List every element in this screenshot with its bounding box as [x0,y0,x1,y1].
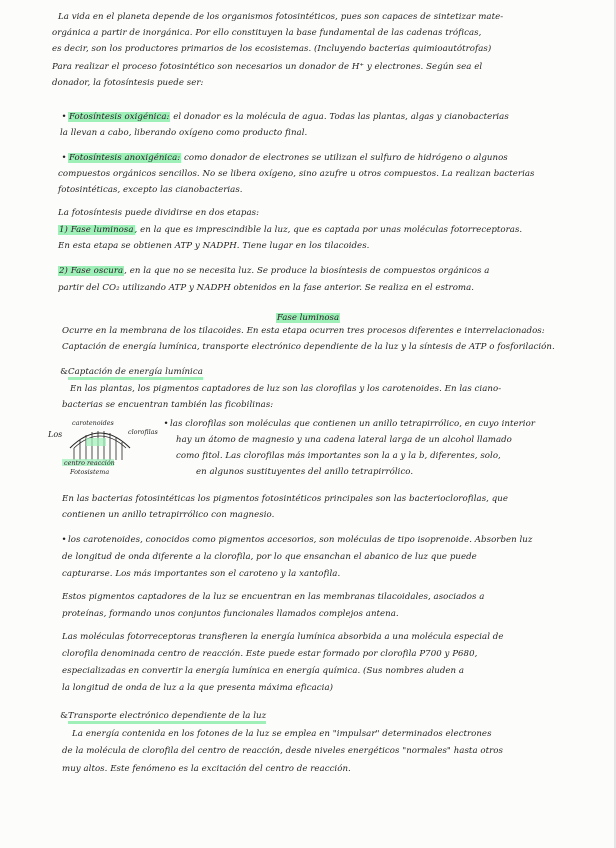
intro-line-4: Para realizar el proceso fotosintético son necesarios un donador de H⁺ y electrones. Según sea el [52,62,483,72]
pigmentos-line-1: Estos pigmentos captadores de la luz se encuentran en las membranas tilacoidales, asociados a [62,592,485,602]
intro-line-2: orgánica a partir de inorgánica. Por ello constituyen la base fundamental de las cadenas tróficas, [52,28,482,38]
luminosa-term: 1) Fase luminosa [59,225,134,235]
fase-luminosa-line-1: Ocurre en la membrana de los tilacoides. En esta etapa ocurren tres procesos diferentes e interrelacionados: [62,326,545,336]
bacterias-line-2: contienen un anillo tetrapirrólico con magnesio. [62,510,275,520]
captacion-line-1: En las plantas, los pigmentos captadores de luz son las clorofilas y los carotenoides. En las ciano- [70,384,502,394]
diagram-label-centro: centro reacción [64,459,115,467]
transporte-line-1: La energía contenida en los fotones de la luz se emplea en "impulsar" determinados electrones [72,729,492,739]
luminosa-line-1 [58,225,522,236]
diagram-label-carotenoides: carotenoides [72,419,114,427]
oscura-term: 2) Fase oscura [59,266,124,276]
clorofila-text-1: las clorofilas son moléculas que contienen un anillo tetrapirrólico, en cuyo interior [170,419,535,429]
fotorreceptoras-line-1: Las moléculas fotorreceptoras transfieren la energía lumínica absorbida a una molécula especial de [62,632,504,642]
oscura-line-1 [58,266,489,277]
carotenoides-text-1: los carotenoides, conocidos como pigmentos accesorios, son moléculas de tipo isoprenoide. Absorben luz [68,535,533,545]
clorofila-line-2: hay un átomo de magnesio y una cadena lateral larga de un alcohol llamado [176,435,512,445]
transporte-line-3: muy altos. Este fenómeno es la excitación del centro de reacción. [62,764,351,774]
carotenoides-line-1 [60,535,532,546]
carotenoides-line-3: capturarse. Los más importantes son el caroteno y la xantofila. [62,569,341,579]
oscura-text: , en la que no se necesita luz. Se produce la biosíntesis de compuestos orgánicos a [124,266,490,276]
fase-luminosa-title: Fase luminosa [276,313,340,323]
fotorreceptoras-line-3: especializadas en convertir la energía lumínica en energía química. (Sus nombres aluden a [62,666,465,676]
bullet-dot-icon: • [163,419,169,429]
curl-bullet-icon: & [60,367,68,377]
intro-line-1: La vida en el planeta depende de los organismos fotosintéticos, pues son capaces de sintetizar mate- [58,12,504,22]
anoxigenica-line-1 [60,153,508,164]
bacterias-line-1: En las bacterias fotosintéticas los pigmentos fotosintéticos principales son las bacterioclorofilas, que [62,494,508,504]
oxigenica-term: Fotosíntesis oxigénica: [69,112,170,122]
transporte-line-2: de la molécula de clorofila del centro de reacción, desde niveles energéticos "normales" hasta otros [62,746,503,756]
fotorreceptoras-line-2: clorofila denominada centro de reacción. Este puede estar formado por clorofila P700 y P680, [62,649,478,659]
oxigenica-text: el donador es la molécula de agua. Todas las plantas, algas y cianobacterias [170,112,509,122]
fotosistema-diagram [48,418,158,476]
curl-bullet-icon: & [60,711,68,721]
fase-luminosa-line-2: Captación de energía lumínica, transporte electrónico dependiente de la luz y la síntesis de ATP o fosforilación. [62,342,555,352]
fotorreceptoras-line-4: la longitud de onda de luz a la que presenta máxima eficacia) [62,683,334,693]
clorofila-line-3: como fitol. Las clorofilas más importantes son la a y la b, diferentes, solo, [176,451,501,461]
captacion-heading-line [60,367,203,378]
intro-line-3: es decir, son los productores primarios de los ecosistemas. (Incluyendo bacterias quimioautótrofas) [52,44,492,54]
intro-line-5: donador, la fotosíntesis puede ser: [52,78,204,88]
etapas-intro: La fotosíntesis puede dividirse en dos etapas: [58,208,260,218]
diagram-label-fotosistema: Fotosistema [70,468,110,476]
oxigenica-line-1 [60,112,509,123]
oscura-line-2: partir del CO₂ utilizando ATP y NADPH obtenidos en la fase anterior. Se realiza en el estroma. [58,283,475,293]
transporte-heading-line [60,711,266,722]
anoxigenica-text: como donador de electrones se utilizan el sulfuro de hidrógeno o algunos [181,153,508,163]
transporte-heading: Transporte electrónico dependiente de la luz [68,711,266,724]
fase-luminosa-title-wrap [0,313,616,323]
anoxigenica-line-2: compuestos orgánicos sencillos. No se libera oxígeno, sino azufre u otros compuestos. La realizan bacterias [58,169,535,179]
pigmentos-line-2: proteínas, formando unos conjuntos funcionales llamados complejos antena. [62,609,399,619]
bullet-dot-icon: • [61,535,67,545]
diagram-label-los: Los [48,430,63,439]
oxigenica-line-2: la llevan a cabo, liberando oxígeno como producto final. [60,128,308,138]
captacion-line-2: bacterias se encuentran también las ficobilinas: [62,400,274,410]
clorofila-line-1 [162,419,535,430]
luminosa-text: , en la que es imprescindible la luz, que es captada por unas moléculas fotorreceptoras. [134,225,523,235]
luminosa-line-2: En esta etapa se obtienen ATP y NADPH. Tiene lugar en los tilacoides. [58,241,370,251]
diagram-label-clorofilas: clorofilas [128,428,158,436]
anoxigenica-line-3: fotosintéticas, excepto las cianobacterias. [58,185,243,195]
anoxigenica-term: Fotosíntesis anoxigénica: [69,153,181,163]
clorofila-line-4: en algunos sustituyentes del anillo tetrapirrólico. [196,467,414,477]
carotenoides-line-2: de longitud de onda diferente a la clorofila, por lo que ensanchan el abanico de luz que puede [62,552,477,562]
captacion-heading: Captación de energía lumínica [68,367,203,380]
bullet-dot-icon: • [61,153,67,163]
bullet-dot-icon: • [61,112,67,122]
